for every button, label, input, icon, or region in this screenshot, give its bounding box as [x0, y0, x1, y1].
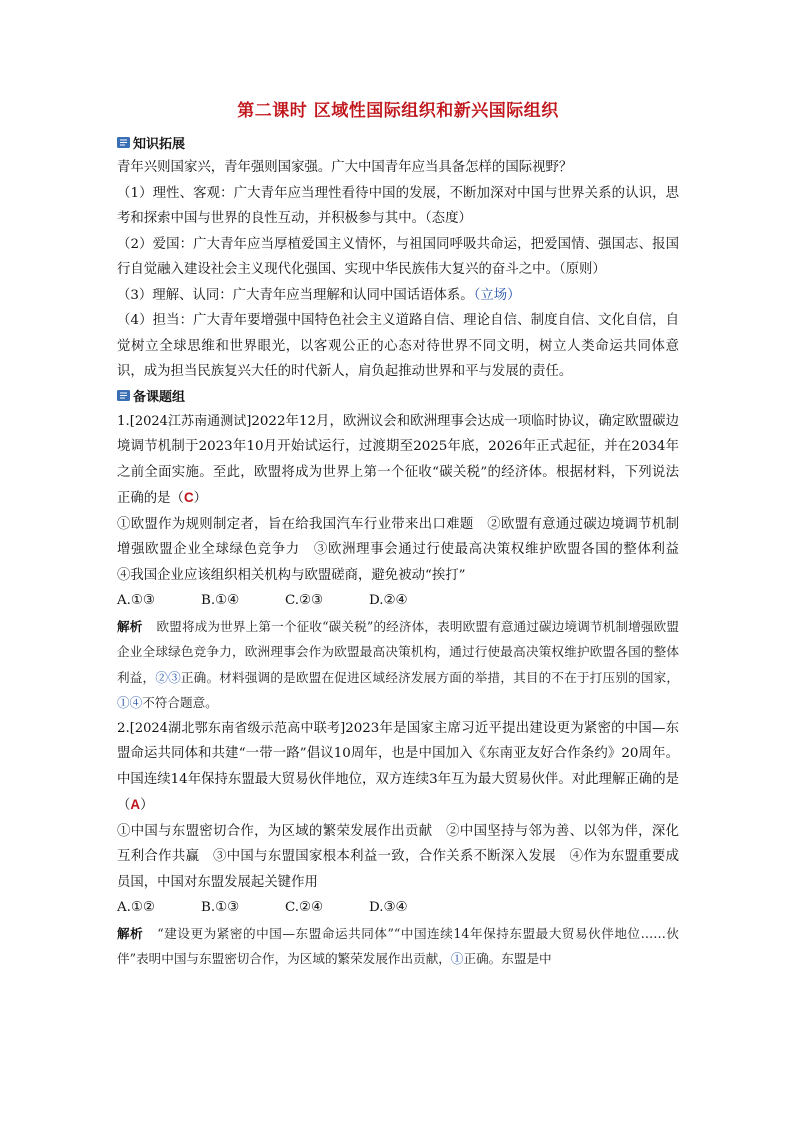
question-options	[117, 895, 679, 921]
option-b: B.①④	[201, 593, 240, 608]
analysis-label: 解析	[117, 618, 143, 634]
question-source: [2024湖北鄂东南省级示范高中联考]	[129, 720, 346, 736]
bookmark-icon	[117, 137, 130, 148]
option-d: D.③④	[369, 900, 408, 915]
option-c: C.②④	[285, 900, 324, 915]
analysis-paragraph: 解析 “建设更为紧密的中国—东盟命运共同体”“中国连续14年保持东盟最大贸易伙伴地位……伙伴”表明中国与东盟密切合作，为区域的繁荣发展作出贡献，①正确。东盟是中	[117, 925, 679, 966]
bookmark-icon	[117, 390, 130, 401]
section-label: 备课题组	[133, 390, 186, 405]
question-statements: ①欧盟作为规则制定者，旨在给我国汽车行业带来出口难题 ②欧盟有意通过碳边境调节机制增强欧盟企业全球绿色竞争力 ③欧洲理事会通过行使最高决策权维护欧盟各国的整体利益 ④我国企业应该组织相关机构与欧盟磋商，避免被动“挨打”	[117, 516, 693, 583]
question-options	[117, 588, 679, 614]
intro-paragraph: 青年兴则国家兴，青年强则国家强。广大中国青年应当具备怎样的国际视野？	[117, 160, 573, 175]
section-header-knowledge	[117, 133, 679, 151]
answer-mark: A	[130, 797, 141, 812]
knowledge-item: （2）爱国：广大青年应当厚植爱国主义情怀，与祖国同呼吸共命运，把爱国情、强国志、报国行自觉融入建设社会主义现代化强国、实现中华民族伟大复兴的奋斗之中。（原则）	[117, 236, 679, 277]
page-title: 第二课时 区域性国际组织和新兴国际组织	[237, 101, 559, 121]
analysis-paragraph: 解析 欧盟将成为世界上第一个征收“碳关税”的经济体，表明欧盟有意通过碳边境调节机制增强欧盟企业全球绿色竞争力，欧洲理事会作为欧盟最高决策机构，通过行使最高决策权维护欧盟各国的整体利益，②③正确。材料强调的是欧盟在促进区域经济发展方面的举措，其目的不在于打压别的国家，①④不符合题意。	[117, 618, 680, 710]
option-d: D.②④	[369, 593, 408, 608]
option-a: A.①②	[117, 900, 155, 915]
question-source: [2024江苏南通测试]	[129, 413, 252, 429]
stance-tag: （立场）	[473, 287, 521, 303]
section-header-questions	[117, 387, 679, 405]
section-label: 知识拓展	[133, 136, 186, 152]
question-statements: ①中国与东盟密切合作，为区域的繁荣发展作出贡献 ②中国坚持与邻为善、以邻为伴，深化互利合作共赢 ③中国与东盟国家根本利益一致，合作关系不断深入发展 ④作为东盟重要成员国，中国对东盟发展起关键作用	[117, 823, 679, 890]
knowledge-item: （3）理解、认同：广大青年应当理解和认同中国话语体系。（立场）	[117, 287, 521, 303]
option-a: A.①③	[117, 593, 155, 608]
answer-mark: C	[183, 490, 194, 505]
question-stem: 2.[2024湖北鄂东南省级示范高中联考]2023年是国家主席习近平提出建设更为紧密的中国—东盟命运共同体和共建“一带一路”倡议10周年，也是中国加入《东南亚友好合作条约》20周年。中国连续14年保持东盟最大贸易伙伴地位，双方连续3年互为最大贸易伙伴。对此理解正确的是（A）	[117, 720, 680, 813]
knowledge-item: （4）担当：广大青年要增强中国特色社会主义道路自信、理论自信、制度自信、文化自信，自觉树立全球思维和世界眼光，以客观公正的心态对待世界不同文明，树立人类命运共同体意识，成为担当民族复兴大任的时代新人，肩负起推动世界和平与发展的责任。	[117, 313, 679, 379]
option-c: C.②③	[285, 593, 324, 608]
knowledge-item: （1）理性、客观：广大青年应当理性看待中国的发展，不断加深对中国与世界关系的认识，思考和探索中国与世界的良性互动，并积极参与其中。（态度）	[117, 185, 679, 226]
document-page	[117, 96, 693, 972]
option-b: B.①③	[201, 900, 240, 915]
question-stem: 1.[2024江苏南通测试]2022年12月，欧洲议会和欧洲理事会达成一项临时协议，确定欧盟碳边境调节机制于2023年10月开始试运行，过渡期至2025年底，2026年正式起征，并在2034年之前全面实施。至此，欧盟将成为世界上第一个征收“碳关税”的经济体。根据材料，下列说法正确的是（C）	[117, 413, 679, 506]
analysis-label: 解析	[117, 925, 144, 941]
